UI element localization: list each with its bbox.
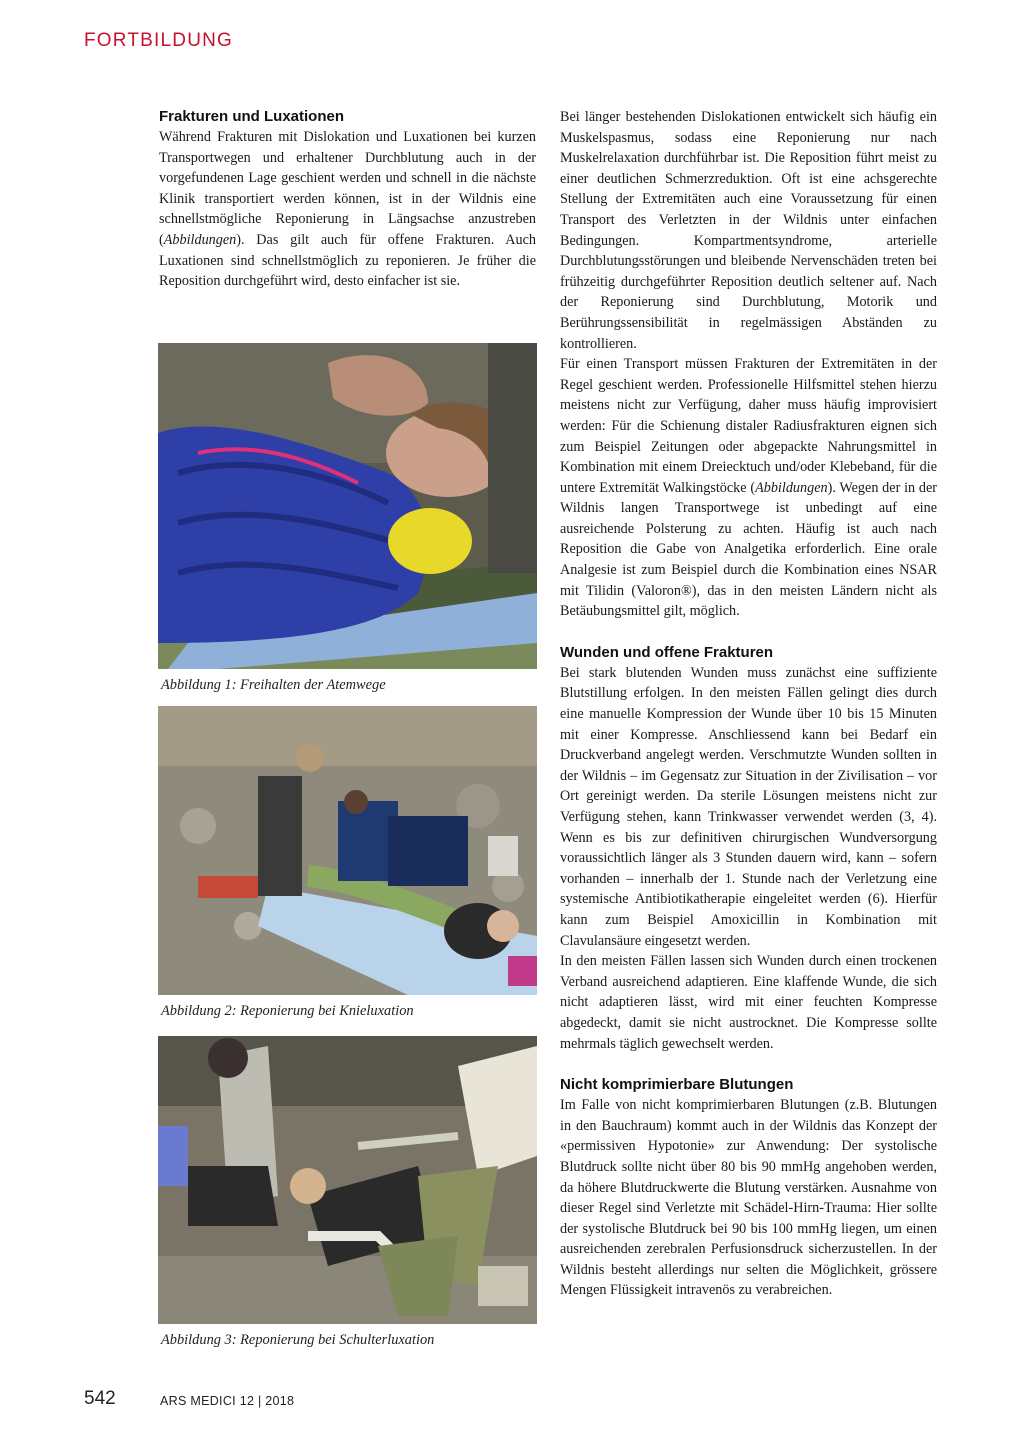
section-heading-bleeding: Nicht komprimierbare Blutungen (560, 1076, 794, 1094)
section-header: FORTBILDUNG (84, 30, 234, 51)
figure-1-caption: Abbildung 1: Freihalten der Atemwege (161, 677, 386, 693)
journal-issue: ARS MEDICI 12 | 2018 (160, 1394, 295, 1408)
section-heading-wounds: Wunden und offene Frakturen (560, 643, 774, 661)
figure-3 (158, 1036, 537, 1350)
right-paragraph-1: Bei länger bestehenden Dislokationen entwickelt sich häufig ein Muskelspasmus, sodass eine Reponierung nur nach Muskelrelaxation durchführbar ist. Die Reposition führt meist zu einer deutlichen Schmerzreduktion. Oft ist eine achsgerechte Stellung der Extremitäten auch eine Voraussetzung für einen Transport des Verletzten in der Wildnis unter einfachen Bedingungen. Kompartmentsyndrome, arterielle Durchblutungsstörungen und bleibende Nervenschäden treten bei frühzeitig durchgeführter Reposition deutlich seltener auf. Nach der Reponierung sind Durchblutung, Motorik und Berührungssensibilität in regelmässigen Abständen zu kontrollieren. (560, 109, 937, 352)
left-paragraph (159, 127, 536, 292)
photo-knee-reduction (158, 706, 537, 995)
photo-airway (158, 343, 537, 669)
figure-2-caption: Abbildung 2: Reponierung bei Knieluxation (161, 1003, 414, 1019)
left-column (159, 107, 536, 292)
figure-3-caption: Abbildung 3: Reponierung bei Schulterluxation (161, 1332, 435, 1348)
figures-reference: Abbildungen (755, 479, 828, 496)
figure-2 (158, 706, 537, 1021)
left-paragraph-part-2: ). Das gilt auch für offene Frakturen. Auch Luxationen sind schnellstmöglich zu reponieren. Je früher die Reposition durchgeführt wird, desto einfacher ist sie. (159, 231, 536, 290)
right-paragraph-2 (560, 354, 937, 622)
right-paragraph-3: Bei stark blutenden Wunden muss zunächst eine suffiziente Blutstillung erfolgen. In den meisten Fällen gelingt dies durch eine manuelle Kompression der Wunde über 10 bis 15 Minuten mit einer Kompresse. Anschliessend kann bei Bedarf ein Druckverband angelegt werden. Verschmutzte Wunden sollten in der Wildnis – im Gegensatz zur Situation in der Zivilisation – vor Ort gereinigt werden. Da sterile Lösungen meistens nicht zur Verfügung stehen, kann Trinkwasser verwendet werden (3, 4). Wenn es bis zur definitiven chirurgischen Wundversorgung voraussichtlich länger als 3 Stunden dauern wird, kann – sofern vorhanden – innerhalb der 1. Stunde nach der Verletzung eine systemische Antibiotikatherapie eingeleitet werden (6). Hierfür kann zum Beispiel Amoxicillin in Kombination mit Clavulansäure eingesetzt werden. (560, 664, 937, 949)
right-paragraph-5: Im Falle von nicht komprimierbaren Blutungen (z.B. Blutungen in den Bauchraum) kommt auch in der Wildnis das Konzept der «permissiven Hypotonie» zur Anwendung: Der systolische Blutdruck sollte nicht über 80 bis 90 mmHg angehoben werden, da höhere Blutdruckwerte die Blutung verstärken. Ausnahme von dieser Regel sind Verletzte mit Schädel-Hirn-Trauma: Hier sollte der systolische Blutdruck bei 90 bis 100 mmHg liegen, um einen ausreichenden zerebralen Perfusionsdruck sicherzustellen. In der Wildnis besteht allerdings nur selten die Möglichkeit, grössere Mengen Flüssigkeit intravenös zu verabreichen. (560, 1097, 937, 1299)
figures-reference: Abbildungen (163, 231, 237, 248)
figure-1 (158, 343, 537, 695)
left-paragraph-part-1: Während Frakturen mit Dislokation und Luxationen bei kurzen Transportwegen und erhaltener Durchblutung auch in der vorgefundenen Lage geschient werden und schnell in die nächste Klinik transportiert werden können, ist in der Wildnis eine schnellstmögliche Reponierung in Längsachse anzustreben ( (159, 129, 536, 248)
right-paragraph-2-part-1: Für einen Transport müssen Frakturen der Extremitäten in der Regel geschient werden. Professionelle Hilfsmittel stehen hierzu meistens nicht zur Verfügung, daher muss häufig improvisiert werden: Für die Schienung distaler Radiusfrakturen eignen sich zum Beispiel Zeitungen oder abgepackte Nahrungsmittel in Kombination mit einem Dreiecktuch und/oder Klebeband, für die untere Extremität Walkingstöcke ( (560, 356, 937, 496)
section-heading-fractures: Frakturen und Luxationen (159, 108, 345, 125)
right-paragraph-2-part-2: ). Wegen der in der Wildnis langen Transportwege ist unbedingt auf eine ausreichende Polsterung zu achten. Häufig ist auch nach Reposition die Gabe von Analgetika erforderlich. Eine orale Analgesie ist zum Beispiel durch die Kombination eines NSAR mit Tilidin (Valoron®), das in den meisten Ländern nicht als Betäubungsmittel gilt, möglich. (560, 479, 937, 620)
right-column (560, 107, 937, 1301)
page-number: 542 (84, 1388, 116, 1409)
right-paragraph-4: In den meisten Fällen lassen sich Wunden durch einen trockenen Verband ausreichend adaptieren. Eine klaffende Wunde, die sich nicht adaptieren lässt, wird mit einer feuchten Kompresse abgedeckt, damit sie nicht austrocknet. Die Kompresse sollte mehrmals täglich gewechselt werden. (560, 953, 937, 1052)
photo-shoulder-reduction (158, 1036, 537, 1324)
